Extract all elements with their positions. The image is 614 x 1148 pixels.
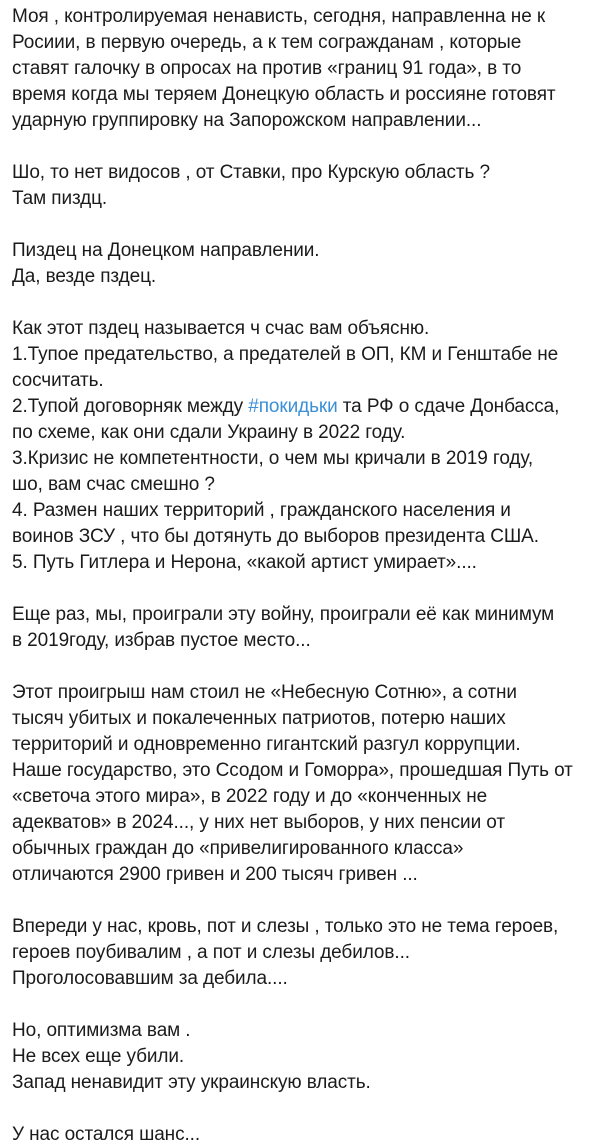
hashtag-link[interactable]: #покидьки	[248, 396, 338, 417]
list-item: 1.Тупое предательство, а предателей в ОП, КМ и Генштабе не	[12, 344, 559, 365]
text-line: Да, везде пздец.	[12, 266, 157, 287]
paragraph-chance	[12, 1122, 610, 1148]
text-line: ставят галочку в опросах на против «границ 91 года», в то	[12, 58, 522, 79]
text-line: Не всех еще убили.	[12, 1046, 185, 1067]
text-line: время когда мы теряем Донецкую область и россияне готовят	[12, 84, 556, 105]
text-line: Впереди у нас, кровь, пот и слезы , только это не тема героев,	[12, 916, 559, 937]
list-item: 3.Кризис не компетентности, о чем мы кричали в 2019 году,	[12, 448, 534, 469]
text-line: Наше государство, это Ссодом и Гоморра», прошедшая Путь от	[12, 760, 573, 781]
text-line: «светоча этого мира», в 2022 году и до «конченных не	[12, 786, 488, 807]
text-line: У нас остался шанс...	[12, 1124, 201, 1145]
text-line: Шо, то нет видосов , от Ставки, про Курскую область ?	[12, 162, 490, 183]
text-line: Росиии, в первую очередь, а к тем согражданам , которые	[12, 32, 522, 53]
paragraph-list	[12, 316, 610, 576]
text-line: территорий и одновременно гигантский разгул коррупции.	[12, 734, 521, 755]
text-line: Там пиздц.	[12, 188, 108, 209]
paragraph-kursk	[12, 160, 610, 212]
text-line: в 2019году, избрав пустое место...	[12, 630, 311, 651]
text-line: Запад ненавидит эту украинскую власть.	[12, 1072, 371, 1093]
paragraph-donetsk	[12, 238, 610, 290]
text-line: ударную группировку на Запорожском направлении...	[12, 110, 482, 131]
text-line: героев поубивалим , а пот и слезы дебилов...	[12, 942, 410, 963]
text-line: Как этот пздец называется ч счас вам объясню.	[12, 318, 430, 339]
paragraph-lost-war	[12, 602, 610, 654]
text-line: отличаются 2900 гривен и 200 тысяч гривен ...	[12, 864, 418, 885]
text-line: Этот проигрыш нам стоил не «Небесную Сотню», а сотни	[12, 682, 517, 703]
paragraph-intro	[12, 4, 610, 134]
text-line: Пиздец на Донецком направлении.	[12, 240, 320, 261]
text-line: Моя , контролируемая ненависть, сегодня, направленна не к	[12, 6, 546, 27]
text-line: Еще раз, мы, проиграли эту войну, проиграли её как минимум	[12, 604, 555, 625]
text-line: адекватов» в 2024..., у них нет выборов, у них пенсии от	[12, 812, 505, 833]
text-line: сосчитать.	[12, 370, 104, 391]
list-item: 4. Размен наших территорий , гражданского населения и	[12, 500, 511, 521]
text-line: Но, оптимизма вам .	[12, 1020, 191, 1041]
text-line: по схеме, как они сдали Украину в 2022 году.	[12, 422, 406, 443]
list-item	[12, 394, 610, 420]
paragraph-optimism	[12, 1018, 610, 1096]
paragraph-cost	[12, 680, 610, 888]
post-text	[12, 4, 610, 1148]
text-line: воинов ЗСУ , что бы дотянуть до выборов президента США.	[12, 526, 539, 547]
paragraph-ahead	[12, 914, 610, 992]
text-line: тысяч убитых и покалеченных патриотов, потерю наших	[12, 708, 506, 729]
text-line: обычных граждан до «привелигированного класса»	[12, 838, 464, 859]
text-fragment: та РФ о сдаче Донбасса,	[337, 396, 560, 417]
text-fragment: 2.Тупой договорняк между	[12, 396, 249, 417]
text-line: шо, вам счас смешно ?	[12, 474, 215, 495]
text-line: Проголосовавшим за дебила....	[12, 968, 288, 989]
list-item: 5. Путь Гитлера и Нерона, «какой артист умирает»....	[12, 552, 477, 573]
